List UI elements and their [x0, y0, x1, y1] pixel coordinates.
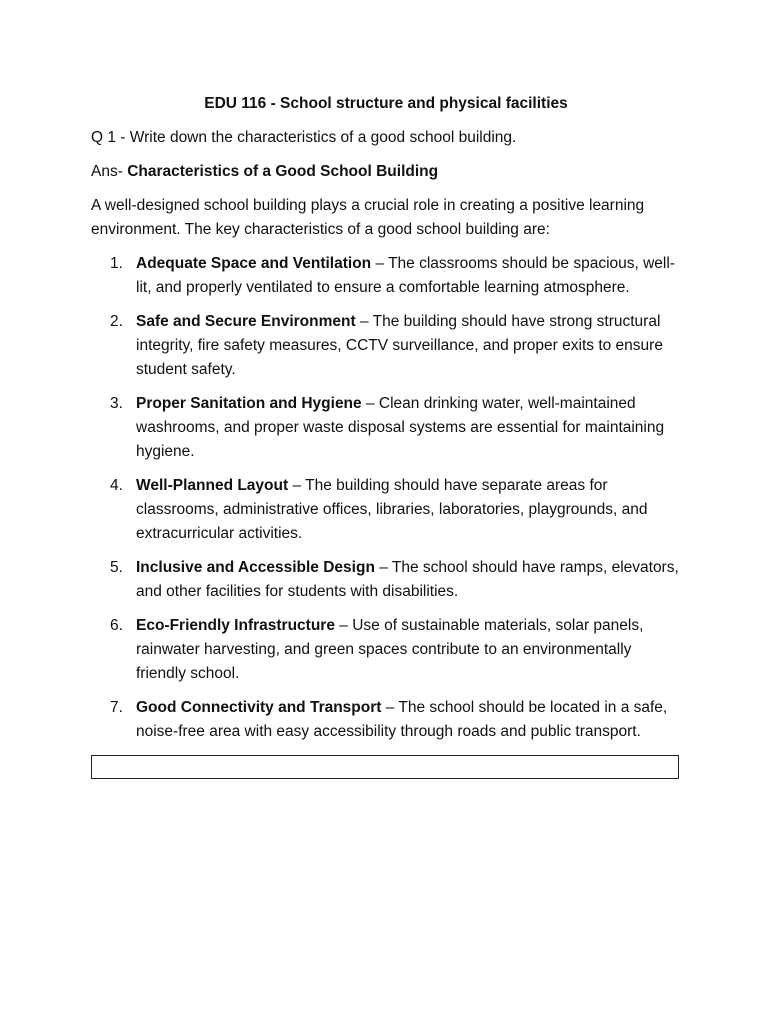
list-item-heading: Proper Sanitation and Hygiene	[136, 395, 362, 412]
empty-text-box	[91, 755, 679, 779]
list-item-heading: Inclusive and Accessible Design	[136, 559, 375, 576]
list-item-text: – Use of sustainable materials, solar panels, rainwater harvesting, and green spaces contribute to an environmentally friendly school.	[136, 617, 644, 682]
list-item	[91, 252, 681, 300]
list-item	[91, 392, 681, 464]
list-item-text: – The school should have ramps, elevators, and other facilities for students with disabilities.	[136, 559, 679, 600]
list-item-text: – The school should be located in a safe, noise-free area with easy accessibility through roads and public transport.	[136, 699, 668, 740]
answer-line	[91, 160, 681, 184]
list-item-number: 2.	[110, 313, 123, 330]
list-item-text: – The building should have separate areas for classrooms, administrative offices, libraries, laboratories, playgrounds, and extracurricular activities.	[136, 477, 648, 542]
list-item-text: – Clean drinking water, well-maintained washrooms, and proper waste disposal systems are essential for maintaining hygiene.	[136, 395, 665, 460]
list-item-number: 1.	[110, 255, 123, 272]
list-item	[91, 474, 681, 546]
list-item-text: – The building should have strong structural integrity, fire safety measures, CCTV surveillance, and proper exits to ensure student safety.	[136, 313, 663, 378]
answer-heading: Characteristics of a Good School Building	[127, 163, 439, 180]
list-item-heading: Well-Planned Layout	[136, 477, 289, 494]
list-item-number: 4.	[110, 477, 123, 494]
list-item-heading: Good Connectivity and Transport	[136, 699, 382, 716]
list-item-heading: Eco-Friendly Infrastructure	[136, 617, 335, 634]
list-item-heading: Adequate Space and Ventilation	[136, 255, 372, 272]
list-item-heading: Safe and Secure Environment	[136, 313, 356, 330]
intro-paragraph: A well-designed school building plays a crucial role in creating a positive learning environment. The key characteristics of a good school building are:	[91, 197, 645, 238]
list-item-text: – The classrooms should be spacious, well-lit, and properly ventilated to ensure a comfortable learning atmosphere.	[136, 255, 675, 296]
list-item-number: 6.	[110, 617, 123, 634]
document-title: EDU 116 - School structure and physical facilities	[204, 95, 568, 112]
list-item-number: 3.	[110, 395, 123, 412]
list-item-number: 7.	[110, 699, 123, 716]
list-item	[91, 556, 681, 604]
characteristics-list	[91, 252, 681, 744]
list-item	[91, 696, 681, 744]
list-item	[91, 614, 681, 686]
answer-prefix: Ans-	[91, 163, 128, 180]
list-item-number: 5.	[110, 559, 123, 576]
question-text: Q 1 - Write down the characteristics of a good school building.	[91, 129, 517, 146]
list-item	[91, 310, 681, 382]
document-page	[91, 92, 681, 754]
